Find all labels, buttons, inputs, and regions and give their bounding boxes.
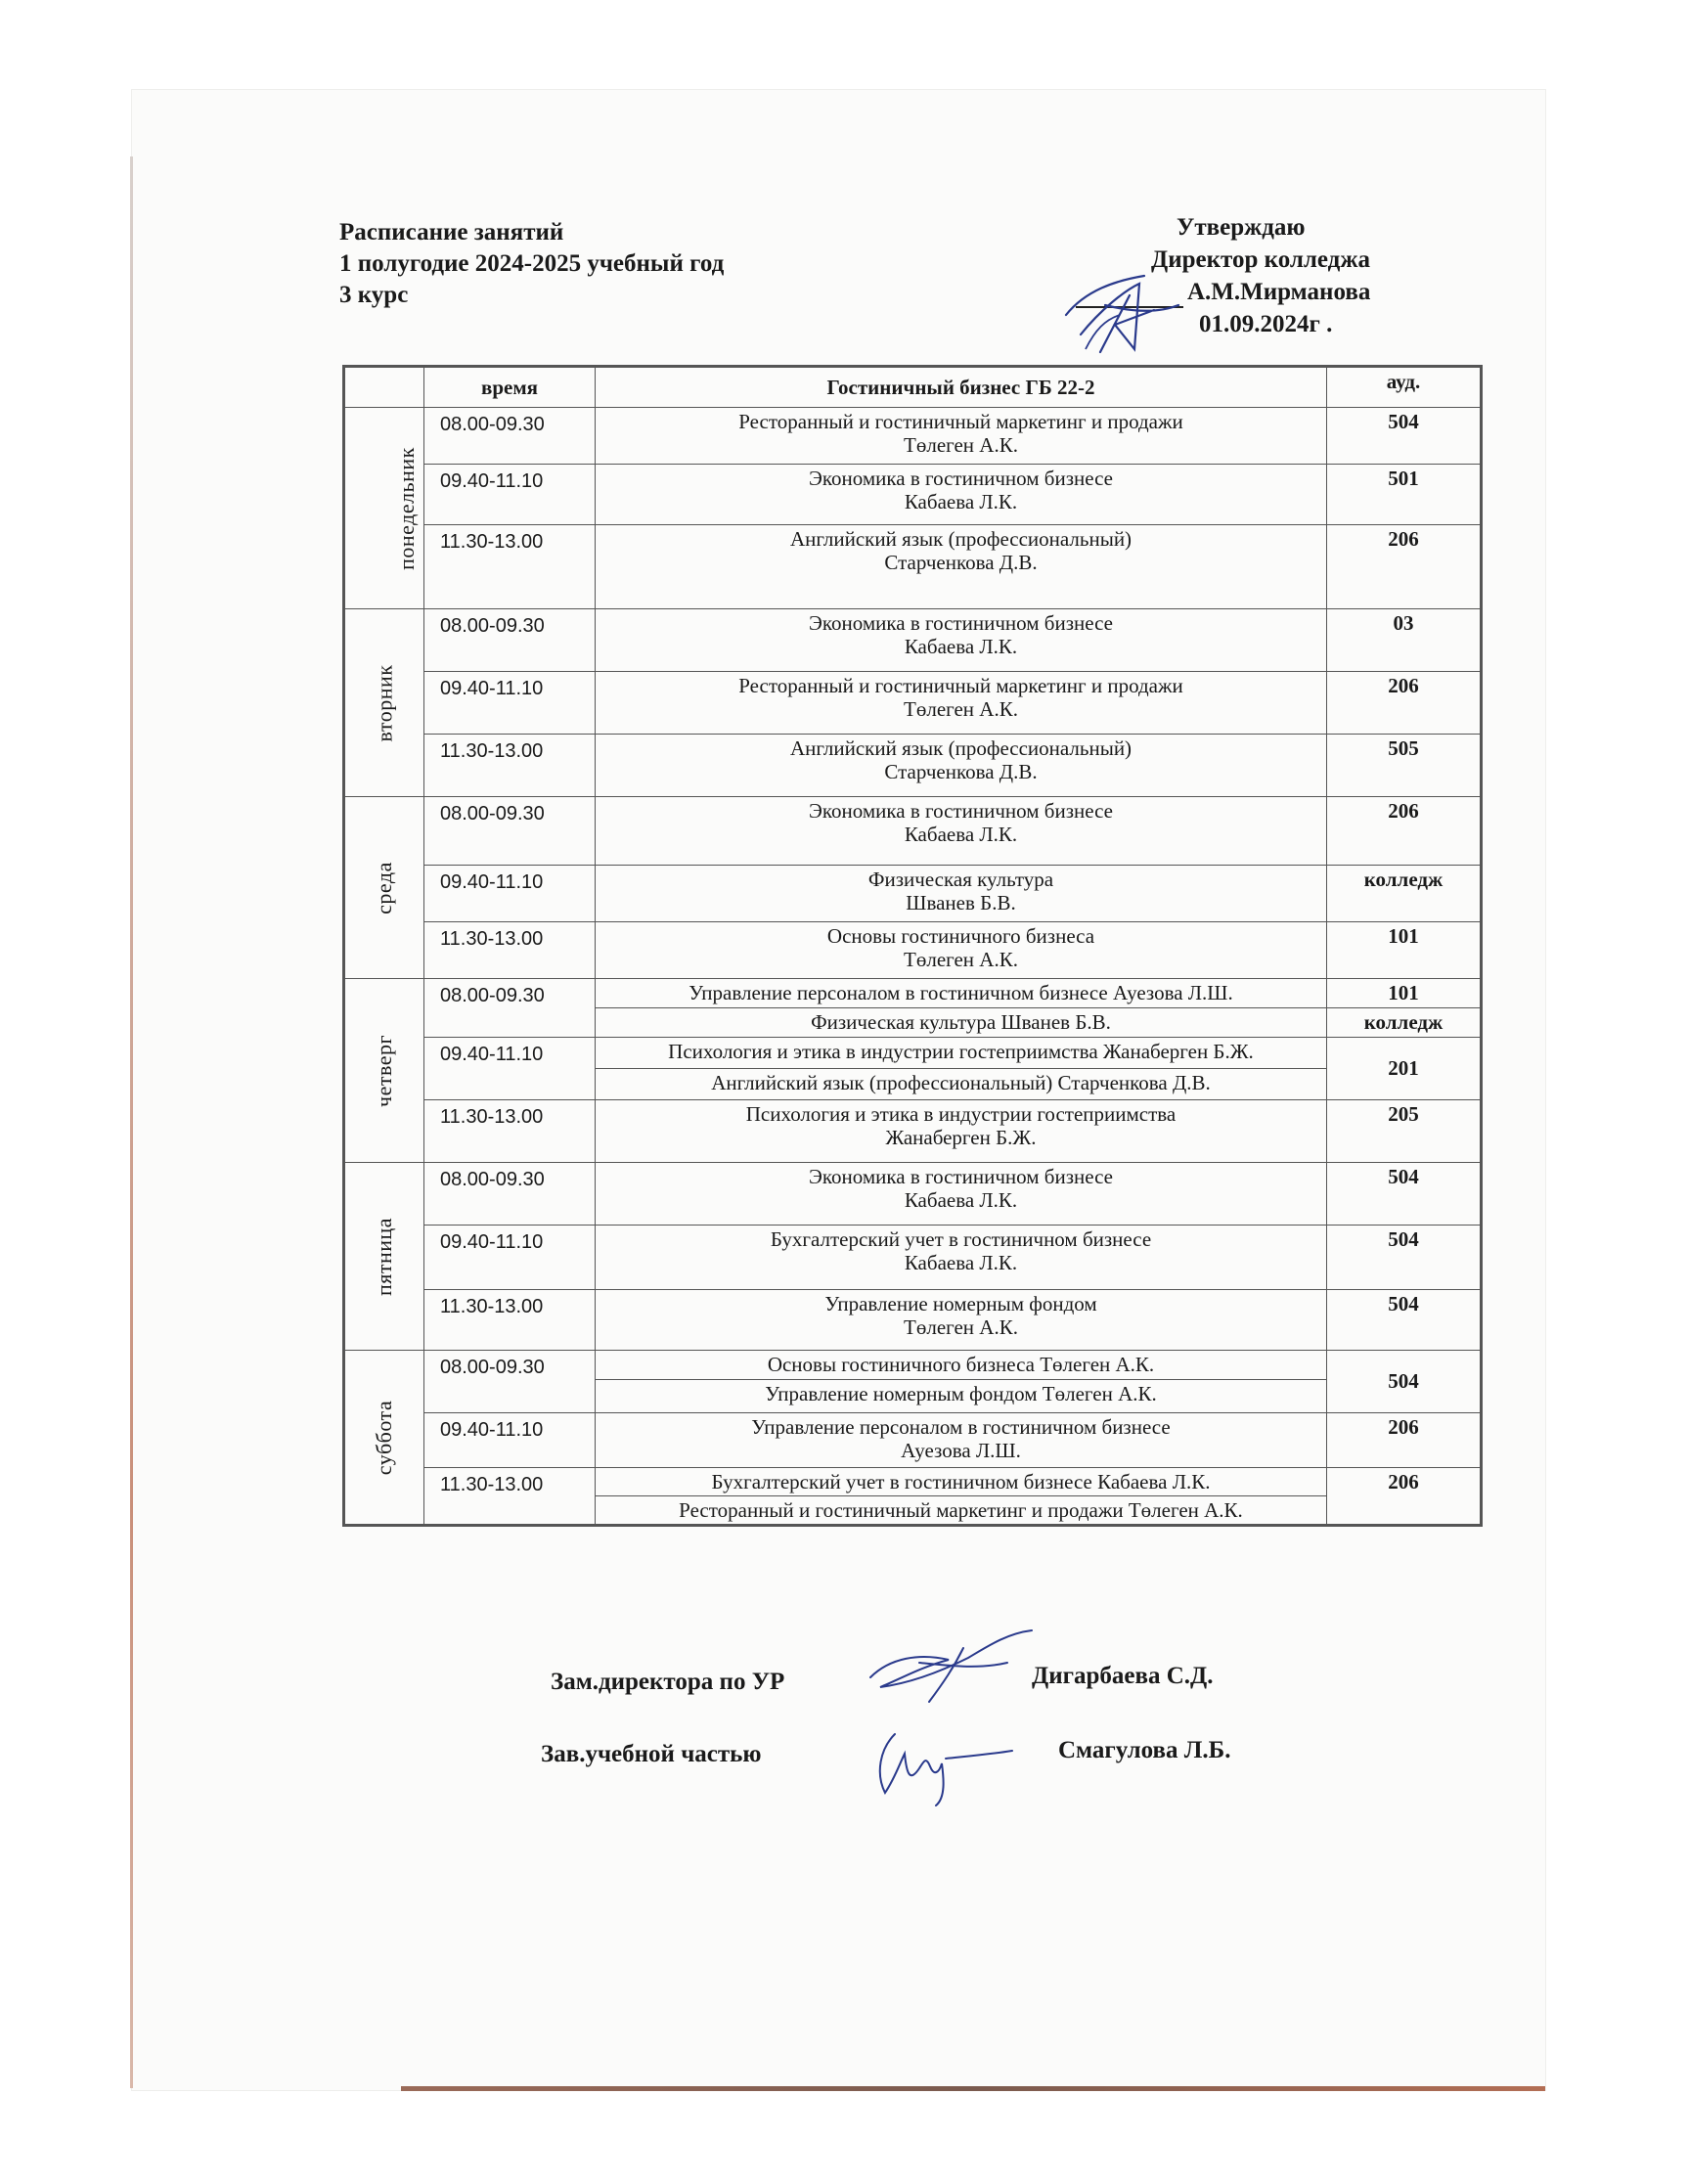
room-cell: колледж [1327, 866, 1482, 922]
table-row [344, 797, 1482, 866]
table-row [344, 1038, 1482, 1069]
schedule-table [342, 365, 1483, 1527]
subject-cell [596, 1290, 1327, 1351]
header-cell-room: ауд. [1327, 367, 1482, 408]
approval-date: 01.09.2024г . [1199, 311, 1333, 337]
table-row [344, 979, 1482, 1008]
subject: Управление персоналом в гостиничном бизнесе [751, 1415, 1171, 1439]
room-cell: 501 [1327, 465, 1482, 525]
subject-cell: Психология и этика в индустрии гостеприимства Жанаберген Б.Ж. [596, 1038, 1327, 1069]
teacher: Төлеген А.К. [904, 1315, 1018, 1339]
subject-cell [596, 1163, 1327, 1226]
day-label: суббота [372, 1400, 396, 1475]
teacher: Старченкова Д.В. [884, 760, 1038, 783]
approval-line: Директор колледжа [1151, 246, 1370, 273]
time-cell: 11.30-13.00 [424, 735, 596, 797]
time-cell: 11.30-13.00 [424, 1468, 596, 1526]
signatory-role: Зам.директора по УР [551, 1669, 785, 1695]
day-cell [344, 979, 424, 1163]
subject-cell [596, 1100, 1327, 1163]
table-row [344, 922, 1482, 979]
table-row [344, 1100, 1482, 1163]
day-label: пятница [372, 1217, 397, 1296]
teacher: Кабаева Л.К. [904, 635, 1018, 658]
day-cell [344, 1163, 424, 1351]
room-cell: 206 [1327, 672, 1482, 735]
day-label: понедельник [393, 446, 419, 570]
table-row [344, 1226, 1482, 1290]
day-cell [344, 1351, 424, 1526]
time-cell: 11.30-13.00 [424, 1100, 596, 1163]
subject-cell: Основы гостиничного бизнеса Төлеген А.К. [596, 1351, 1327, 1380]
subject-cell: Управление персоналом в гостиничном бизнесе Ауезова Л.Ш. [596, 979, 1327, 1008]
signatory-name: Дигарбаева С.Д. [1032, 1663, 1214, 1689]
time-cell: 09.40-11.10 [424, 866, 596, 922]
time-cell: 11.30-13.00 [424, 1290, 596, 1351]
subject-cell [596, 465, 1327, 525]
subject-cell [596, 609, 1327, 672]
room-cell: 504 [1327, 1290, 1482, 1351]
header-cell-time: время [424, 367, 596, 408]
room-cell: 205 [1327, 1100, 1482, 1163]
day-cell [344, 797, 424, 979]
time-cell: 11.30-13.00 [424, 922, 596, 979]
table-row [344, 735, 1482, 797]
teacher: Ауезова Л.Ш. [901, 1439, 1021, 1462]
approval-block [1076, 211, 1428, 340]
subject-cell [596, 672, 1327, 735]
subject-cell [596, 797, 1327, 866]
director-name: А.М.Мирманова [1187, 279, 1371, 305]
room-cell: 504 [1327, 1226, 1482, 1290]
header-cell-group: Гостиничный бизнес ГБ 22-2 [596, 367, 1327, 408]
time-cell: 11.30-13.00 [424, 525, 596, 609]
day-label: вторник [372, 664, 396, 741]
subject: Физическая культура [867, 868, 1054, 891]
table-row [344, 1163, 1482, 1226]
room-cell: 504 [1327, 1351, 1482, 1413]
teacher: Жанаберген Б.Ж. [885, 1126, 1037, 1149]
room-cell: 206 [1327, 1468, 1482, 1526]
room-cell: 504 [1327, 408, 1482, 465]
approval-line: Утверждаю [1177, 214, 1306, 241]
teacher: Кабаева Л.К. [904, 490, 1018, 513]
time-cell: 09.40-11.10 [424, 1038, 596, 1100]
teacher: Төлеген А.К. [904, 433, 1018, 457]
teacher: Кабаева Л.К. [904, 823, 1018, 846]
room-cell: 206 [1327, 1413, 1482, 1468]
day-cell [344, 609, 424, 797]
room-cell: 101 [1327, 922, 1482, 979]
subject-cell: Английский язык (профессиональный) Старченкова Д.В. [596, 1069, 1327, 1100]
subject-cell [596, 922, 1327, 979]
time-cell: 08.00-09.30 [424, 408, 596, 465]
subject: Ресторанный и гостиничный маркетинг и продажи [738, 674, 1183, 697]
day-label: среда [371, 861, 396, 914]
subject: Английский язык (профессиональный) [789, 736, 1133, 760]
subject-cell [596, 525, 1327, 609]
subject: Английский язык (профессиональный) [789, 527, 1133, 551]
time-cell: 08.00-09.30 [424, 1351, 596, 1413]
teacher: Старченкова Д.В. [884, 551, 1038, 574]
teacher: Кабаева Л.К. [904, 1188, 1018, 1212]
teacher: Төлеген А.К. [904, 697, 1018, 721]
table-row [344, 866, 1482, 922]
room-cell: 201 [1327, 1038, 1482, 1100]
time-cell: 09.40-11.10 [424, 465, 596, 525]
table-row [344, 465, 1482, 525]
title-line: Расписание занятий [339, 219, 564, 245]
subject-cell [596, 408, 1327, 465]
subject-cell [596, 735, 1327, 797]
signatory-role: Зав.учебной частью [541, 1741, 762, 1767]
time-cell: 09.40-11.10 [424, 672, 596, 735]
room-cell: 03 [1327, 609, 1482, 672]
subject: Психология и этика в индустрии гостеприимства [745, 1102, 1177, 1126]
table-row [344, 525, 1482, 609]
teacher: Кабаева Л.К. [904, 1251, 1018, 1274]
subject: Бухгалтерский учет в гостиничном бизнесе [770, 1227, 1152, 1251]
subject: Экономика в гостиничном бизнесе [809, 799, 1113, 823]
room-cell: 206 [1327, 797, 1482, 866]
room-cell: колледж [1327, 1008, 1482, 1038]
table-row [344, 672, 1482, 735]
table-row [344, 609, 1482, 672]
title-line: 3 курс [339, 282, 409, 308]
time-cell: 08.00-09.30 [424, 979, 596, 1038]
signature-line [1076, 306, 1183, 308]
room-cell: 101 [1327, 979, 1482, 1008]
table-header-row [344, 367, 1482, 408]
subject-cell: Физическая культура Шванев Б.В. [596, 1008, 1327, 1038]
teacher: Төлеген А.К. [904, 948, 1018, 971]
table-row [344, 1468, 1482, 1496]
subject: Экономика в гостиничном бизнесе [809, 1165, 1113, 1188]
document-title [339, 217, 724, 311]
subject-cell: Бухгалтерский учет в гостиничном бизнесе Кабаева Л.К. [596, 1468, 1327, 1496]
time-cell: 08.00-09.30 [424, 609, 596, 672]
subject-cell: Управление номерным фондом Төлеген А.К. [596, 1380, 1327, 1413]
subject-cell [596, 1413, 1327, 1468]
subject-cell [596, 866, 1327, 922]
subject: Ресторанный и гостиничный маркетинг и продажи [738, 410, 1183, 433]
table-row [344, 1290, 1482, 1351]
paper-edge [401, 2086, 1545, 2091]
time-cell: 08.00-09.30 [424, 797, 596, 866]
signatory-name: Смагулова Л.Б. [1058, 1737, 1231, 1763]
subject: Управление номерным фондом [824, 1292, 1097, 1315]
subject: Экономика в гостиничном бизнесе [809, 467, 1113, 490]
approval-line [1076, 276, 1428, 308]
room-cell: 206 [1327, 525, 1482, 609]
time-cell: 09.40-11.10 [424, 1226, 596, 1290]
time-cell: 08.00-09.30 [424, 1163, 596, 1226]
title-line: 1 полугодие 2024-2025 учебный год [339, 250, 725, 277]
teacher: Шванев Б.В. [906, 891, 1016, 914]
room-cell: 505 [1327, 735, 1482, 797]
header-cell-day [344, 367, 424, 408]
table-row [344, 1351, 1482, 1380]
room-cell: 504 [1327, 1163, 1482, 1226]
subject-cell: Ресторанный и гостиничный маркетинг и продажи Төлеген А.К. [596, 1496, 1327, 1526]
subject: Основы гостиничного бизнеса [826, 924, 1095, 948]
subject-cell [596, 1226, 1327, 1290]
table-row [344, 1413, 1482, 1468]
paper-edge [130, 156, 133, 2088]
time-cell: 09.40-11.10 [424, 1413, 596, 1468]
table-row [344, 408, 1482, 465]
subject: Экономика в гостиничном бизнесе [809, 611, 1113, 635]
day-label: четверг [372, 1034, 396, 1107]
day-cell [344, 408, 424, 609]
